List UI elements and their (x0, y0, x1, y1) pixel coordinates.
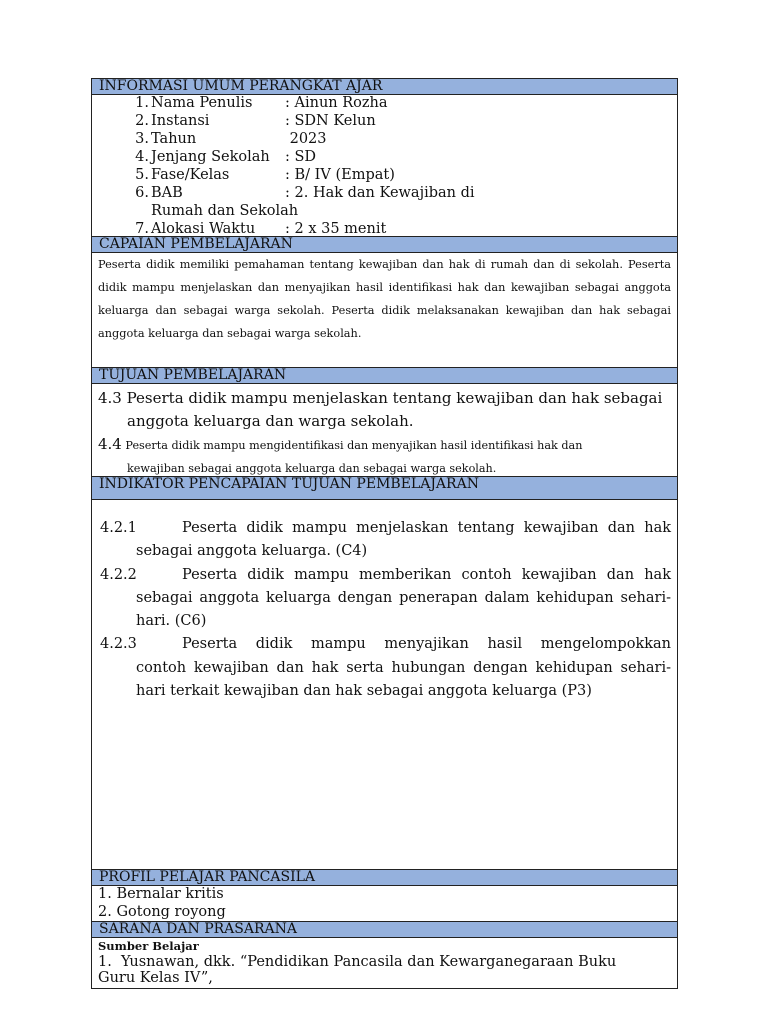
section-header-indikator: INDIKATOR PENCAPAIAN TUJUAN PEMBELAJARAN (92, 476, 677, 500)
info-value: : B/ IV (Empat) (285, 167, 395, 183)
info-num: 5. (135, 167, 149, 183)
info-value: : SDN Kelun (285, 113, 376, 129)
info-value: : Ainun Rozha (285, 95, 388, 111)
sarana-book-line-2: Guru Kelas IV”, (98, 970, 213, 986)
indikator-first-line (100, 517, 671, 540)
indikator-continuation: contoh kewajiban dan hak serta hubungan dengan kehidupan sehari-hari terkait kewajiban dan hak sebagai anggota keluarga (P3) (136, 659, 671, 700)
info-label: Rumah dan Sekolah (151, 203, 299, 219)
capaian-text: Peserta didik memiliki pemahaman tentang kewajiban dan hak di rumah dan di sekolah. Peserta didik mampu menjelaskan dan menyajikan hasil identifikasi hak dan kewajiban sebagai anggota keluarga dan sebagai warga sekolah. Peserta didik melaksanakan kewajiban dan hak sebagai anggota keluarga dan sebagai warga sekolah. (98, 258, 671, 340)
section-header-sarana: SARANA DAN PRASARANA (92, 921, 677, 938)
profil-item: 1. Bernalar kritis (98, 886, 224, 902)
indikator-text: Peserta didik mampu menyajikan hasil mengelompokkan (182, 636, 671, 653)
profil-list (92, 886, 677, 921)
info-label: Tahun (151, 131, 197, 147)
section-header-capaian: CAPAIAN PEMBELAJARAN (92, 236, 677, 253)
info-label: Alokasi Waktu (151, 221, 256, 237)
tujuan-item-1-line-1: 4.3 Peserta didik mampu menjelaskan tentang kewajiban dan hak sebagai (98, 389, 663, 407)
info-num: 4. (135, 149, 149, 165)
indikator-continuation: sebagai anggota keluarga. (C4) (136, 543, 368, 560)
info-label: BAB (151, 185, 183, 201)
tujuan-item-1-line-2: anggota keluarga dan warga sekolah. (127, 412, 414, 430)
indikator-first-line (100, 633, 671, 656)
info-value: 2023 (285, 131, 327, 147)
info-num: 7. (135, 221, 149, 237)
tujuan-item-2-line-2: kewajiban sebagai anggota keluarga dan sebagai warga sekolah. (127, 462, 497, 475)
info-label: Nama Penulis (151, 95, 253, 111)
indikator-first-line (100, 564, 671, 587)
tujuan-content (92, 384, 677, 476)
indikator-list (92, 500, 677, 869)
indikator-text: Peserta didik mampu menjelaskan tentang kewajiban dan hak (182, 520, 671, 536)
indikator-code: 4.2.3 (100, 636, 137, 653)
lesson-plan-document (91, 78, 678, 989)
sarana-content (92, 938, 677, 988)
info-num: 1. (135, 95, 149, 111)
profil-item: 2. Gotong royong (98, 903, 226, 920)
info-num: 6. (135, 185, 149, 201)
info-label: Jenjang Sekolah (151, 149, 270, 165)
tujuan-item-2-line-1 (98, 433, 671, 457)
info-label: Instansi (151, 113, 210, 129)
indikator-item (100, 564, 671, 634)
info-value: : 2. Hak dan Kewajiban di (285, 185, 475, 201)
indikator-item (100, 633, 671, 703)
section-header-profil: PROFIL PELAJAR PANCASILA (92, 869, 677, 886)
info-num: 2. (135, 113, 149, 129)
info-label: Fase/Kelas (151, 167, 230, 183)
sarana-book-line-1: 1. Yusnawan, dkk. “Pendidikan Pancasila dan Kewarganegaraan Buku (98, 954, 617, 970)
tujuan-item-2-text: Peserta didik mampu mengidentifikasi dan menyajikan hasil identifikasi hak dan (121, 439, 583, 452)
indikator-continuation: sebagai anggota keluarga dengan penerapan dalam kehidupan sehari-hari. (C6) (136, 589, 671, 630)
info-num: 3. (135, 131, 149, 147)
informasi-list (92, 95, 677, 236)
info-value: : SD (285, 149, 317, 165)
indikator-code: 4.2.2 (100, 566, 137, 583)
indikator-text: Peserta didik mampu memberikan contoh kewajiban dan hak (182, 566, 671, 583)
section-header-tujuan: TUJUAN PEMBELAJARAN (92, 367, 677, 384)
indikator-item (100, 517, 671, 564)
section-header-informasi: INFORMASI UMUM PERANGKAT AJAR (92, 79, 677, 95)
indikator-code: 4.2.1 (100, 520, 137, 536)
tujuan-item-2-code: 4.4 (98, 435, 122, 453)
sarana-subtitle: Sumber Belajar (98, 939, 199, 953)
info-value: : 2 x 35 menit (285, 221, 387, 237)
